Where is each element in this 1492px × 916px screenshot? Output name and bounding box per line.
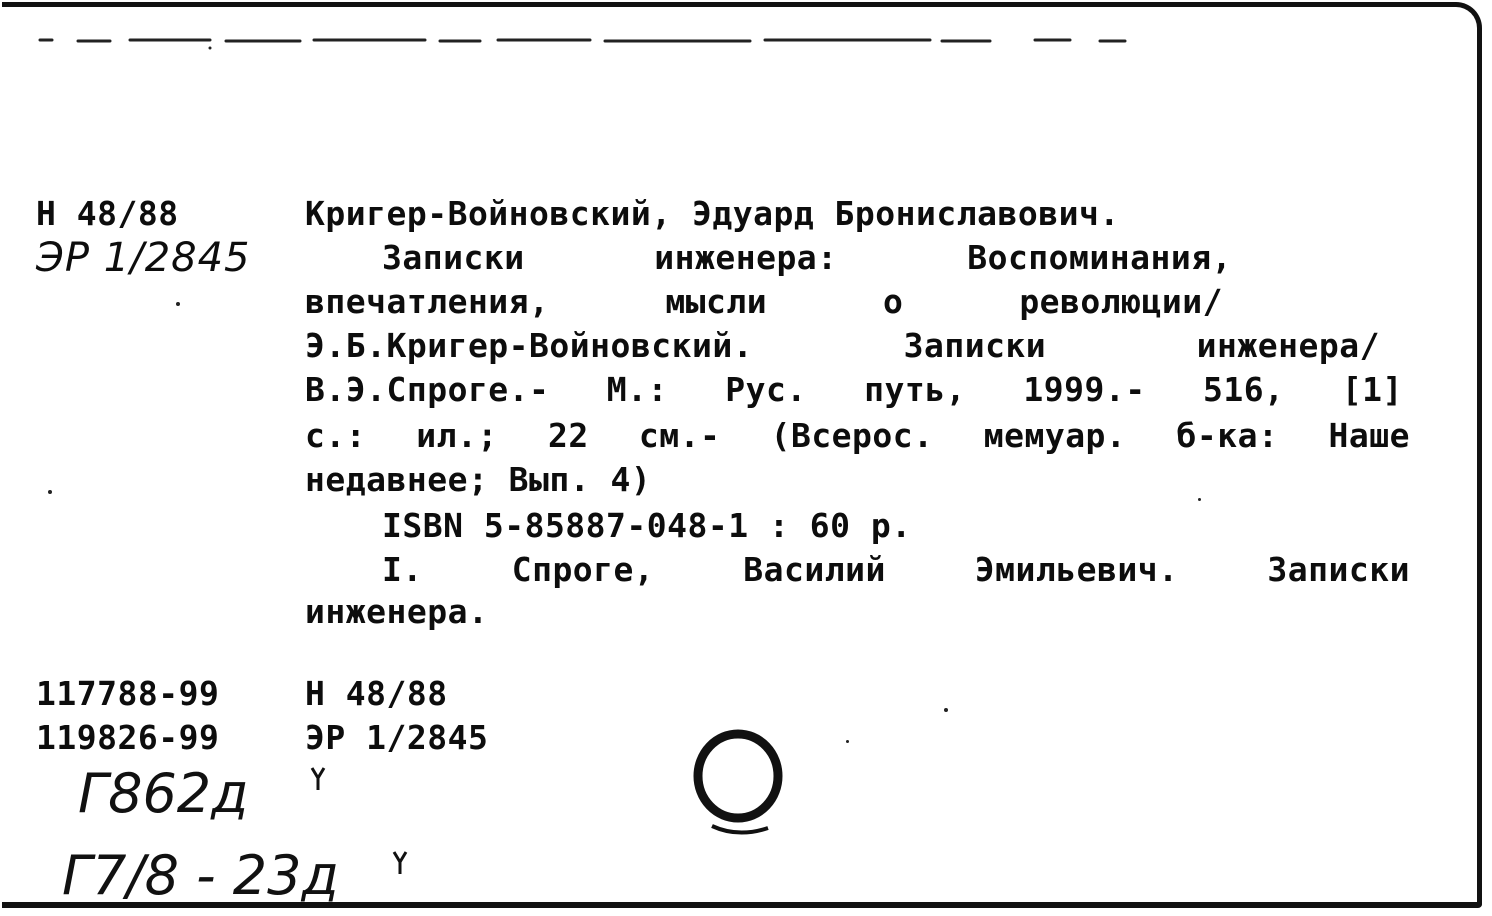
top-dashed-line xyxy=(30,36,1150,50)
shelfmark-2: ЭР 1/2845 xyxy=(36,235,251,281)
speck xyxy=(48,490,52,494)
body-line-6: недавнее; Вып. 4) xyxy=(305,460,652,499)
body-line-5: с.: ил.; 22 см.- (Всерос. мемуар. б-ка: Наше xyxy=(305,416,1410,455)
accession-mark-2: ЭР 1/2845 xyxy=(305,718,489,757)
added-entry-line-1: I. Спроге, Василий Эмильевич. Записки xyxy=(382,550,1410,589)
speck xyxy=(1198,498,1201,501)
accession-number-1: 117788-99 xyxy=(36,674,220,713)
body-line-1: Записки инженера: Воспоминания, xyxy=(382,238,1232,277)
circle-stamp-icon xyxy=(690,728,790,848)
accession-number-2: 119826-99 xyxy=(36,718,220,757)
author-heading: Кригер-Войновский, Эдуард Брониславович. xyxy=(305,194,1120,233)
shelfmark-1: Н 48/88 xyxy=(36,194,179,233)
speck xyxy=(846,740,849,743)
isbn-line: ISBN 5-85887-048-1 : 60 р. xyxy=(382,506,912,545)
speck xyxy=(176,302,180,306)
handwritten-note-1: Г862д xyxy=(78,762,249,825)
added-entry-line-2: инженера. xyxy=(305,592,489,631)
accession-mark-1: Н 48/88 xyxy=(305,674,448,713)
body-line-2: впечатления, мысли о революции/ xyxy=(305,282,1223,321)
handwritten-note-2: Г7/8 - 23д xyxy=(62,844,339,907)
body-line-4: В.Э.Спроге.- М.: Рус. путь, 1999.- 516, [1] xyxy=(305,370,1403,409)
body-line-3: Э.Б.Кригер-Войновский. Записки инженера/ xyxy=(305,326,1380,365)
speck xyxy=(944,708,948,712)
